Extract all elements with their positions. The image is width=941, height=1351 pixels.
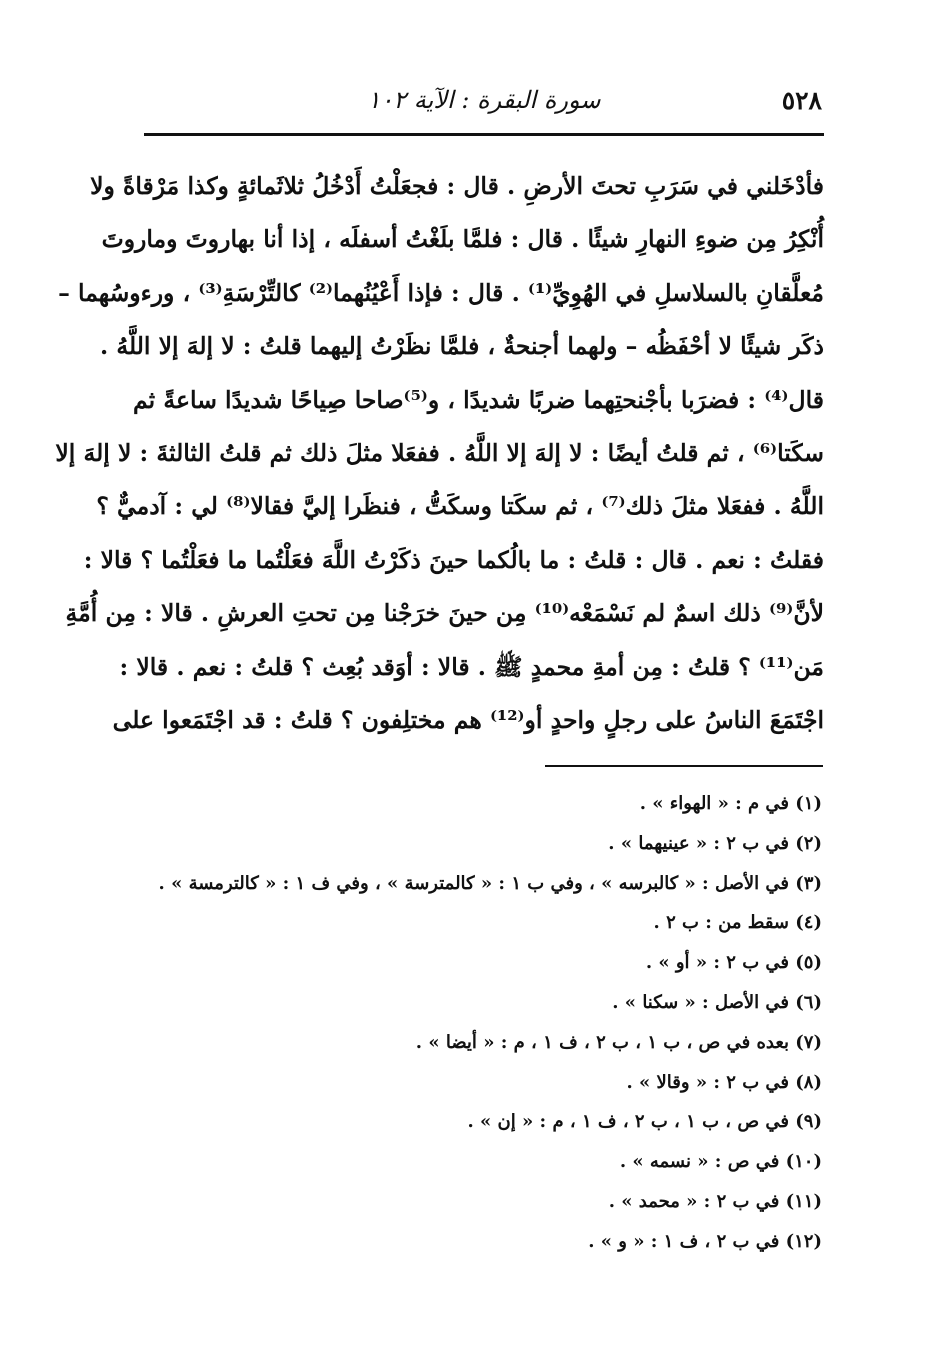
footnote: (١٢) في ب ٢ ، ف ١ : « و » . <box>588 1230 822 1252</box>
footnote: (٩) في ص ، ب ١ ، ب ٢ ، ف ١ ، م : « إن » . <box>467 1111 822 1133</box>
text-line: قال⁽⁴⁾ : فضرَبا بأجْنحتِهما ضربًا شديدًا ، و⁽⁵⁾صاحا صِياحًا شديدًا ساعةً ثم <box>133 385 824 414</box>
text-line: مَن⁽¹¹⁾ ؟ قلتُ : مِن أمةِ محمدٍ ﷺ . قالا : أوَقد بُعِث ؟ قلتُ : نعم . قالا : <box>119 652 824 681</box>
main-text <box>55 160 824 747</box>
footnote: (٥) في ب ٢ : « أو » . <box>645 952 822 974</box>
header-rule <box>144 133 824 136</box>
footnote: (٦) في الأصل : « سكنا » . <box>612 991 822 1013</box>
text-line: مُعلَّقانِ بالسلاسلِ في الهُوِيِّ⁽¹⁾ . قال : فإذا أَعْيُنُهما⁽²⁾ كالتِّرْسَةِ⁽³⁾ ، ورءوسُهما – <box>58 278 824 307</box>
footnote-separator <box>545 765 823 767</box>
page-header <box>146 82 822 128</box>
text-line: أُنْكِرُ مِن ضوءِ النهارِ شيئًا . قال : فلمَّا بلَغْتُ أسفلَه ، إذا أنا بهاروتَ وماروتَ <box>101 225 824 254</box>
footnote: (٣) في الأصل : « كالبرسه » ، وفي ب ١ : « كالمترسة » ، وفي ف ١ : « كالترمسة » . <box>158 872 822 894</box>
text-line: ذكَر شيئًا لا أحْفَظُه – ولهما أجنحةٌ ، فلمَّا نظَرْتُ إليهما قلتُ : لا إلهَ إلا اللَّهُ . <box>100 332 824 361</box>
text-line: فأدْخَلني في سَرَبِ تحتَ الأرضِ . قال : فجعَلْتُ أَدْخُلُ ثلاثَمائةٍ وكذا مَرْقاةً ولا <box>90 172 824 200</box>
footnote: (٢) في ب ٢ : « عينيهما » . <box>608 832 822 854</box>
footnote: (٧) بعده في ص ، ب ١ ، ب ٢ ، ف ١ ، م : « أيضا » . <box>415 1031 822 1053</box>
text-line: اللَّهُ . ففعَلا مثلَ ذلك⁽⁷⁾ ، ثم سكَتا وسكَتُّ ، فنظَرا إليَّ فقالا⁽⁸⁾ لي : آدميٌّ ؟ <box>96 492 824 521</box>
footnote: (١٠) في ص : « نسمه » . <box>619 1151 822 1173</box>
footnote: (١١) في ب ٢ : « محمد » . <box>608 1190 822 1212</box>
running-title: سورة البقرة : الآية ١٠٢ <box>367 86 601 114</box>
text-line: فقلتُ : نعم . قال : قلتُ : ما بالُكما حينَ ذكَرْتُ اللَّهَ فعَلْتُما ما فعَلْتُما ؟ قالا : <box>83 545 824 574</box>
text-line: سكَتا⁽⁶⁾ ، ثم قلتُ أيضًا : لا إلهَ إلا اللَّهُ . ففعَلا مثلَ ذلك ثم قلتُ الثالثةَ : لا إلهَ إلا <box>55 438 824 467</box>
footnote: (١) في م : « الهواء » . <box>639 793 822 814</box>
footnotes <box>146 784 822 1262</box>
text-line: لأنَّ⁽⁹⁾ ذلك اسمٌ لم نَسْمَعْه⁽¹⁰⁾ مِن حينَ خرَجْنا مِن تحتِ العرشِ . قالا : مِن أُمَّةِ <box>65 599 824 628</box>
footnote: (٨) في ب ٢ : « وقالا » . <box>626 1071 822 1093</box>
page-number: ٥٢٨ <box>781 86 822 115</box>
footnote: (٤) سقط من : ب ٢ . <box>653 912 822 934</box>
text-line: اجْتَمَعَ الناسُ على رجلٍ واحدٍ أو⁽¹²⁾ هم مختلِفون ؟ قلتُ : قد اجْتَمَعوا على <box>112 705 824 734</box>
